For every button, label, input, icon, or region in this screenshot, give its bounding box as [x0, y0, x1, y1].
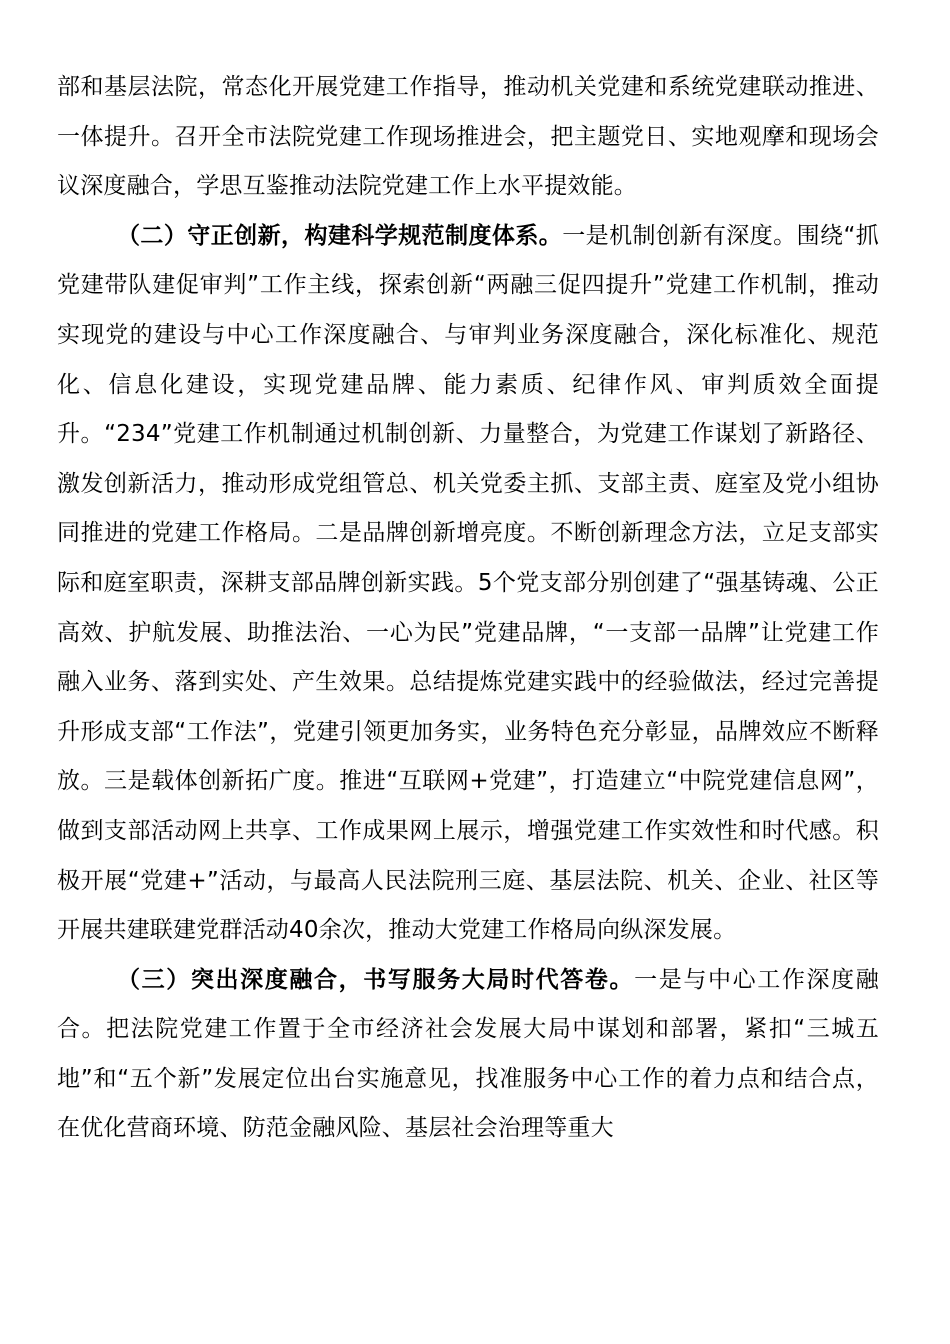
paragraph-continuation: [57, 63, 879, 212]
paragraph-section-2: [57, 212, 879, 956]
paragraph-text: 一是与中心工作深度融合。把法院党建工作置于全市经济社会发展大局中谋划和部署，紧扣“三城五地”和“五个新”发展定位出台实施意见，找准服务中心工作的着力点和结合点，在优化营商环境、防范金融风险、基层社会治理等重大: [57, 966, 880, 1142]
paragraph-section-3: [57, 956, 879, 1154]
paragraph-text: 部和基层法院，常态化开展党建工作指导，推动机关党建和系统党建联动推进、一体提升。召开全市法院党建工作现场推进会，把主题党日、实地观摩和现场会议深度融合，学思互鉴推动法院党建工作上水平提效能。: [57, 74, 879, 200]
paragraph-text: 一是机制创新有深度。围绕“抓党建带队建促审判”工作主线，探索创新“两融三促四提升”党建工作机制，推动实现党的建设与中心工作深度融合、与审判业务深度融合，深化标准化、规范化、信息化建设，实现党建品牌、能力素质、纪律作风、审判质效全面提升。“234”党建工作机制通过机制创新、力量整合，为党建工作谋划了新路径、激发创新活力，推动形成党组管总、机关党委主抓、支部主责、庭室及党小组协同推进的党建工作格局。二是品牌创新增亮度。不断创新理念方法，立足支部实际和庭室职责，深耕支部品牌创新实践。5个党支部分别创建了“强基铸魂、公正高效、护航发展、助推法治、一心为民”党建品牌，“一支部一品牌”让党建工作融入业务、落到实处、产生效果。总结提炼党建实践中的经验做法，经过完善提升形成支部“工作法”，党建引领更加务实，业务特色充分彰显，品牌效应不断释放。三是载体创新拓广度。推进“互联网+党建”，打造建立“中院党建信息网”，做到支部活动网上共享、工作成果网上展示，增强党建工作实效性和时代感。积极开展“党建+”活动，与最高人民法院刑三庭、基层法院、机关、企业、社区等开展共建联建党群活动40余次，推动大党建工作格局向纵深发展。: [57, 222, 879, 944]
document-page: [57, 63, 879, 1154]
section-heading: （三）突出深度融合，书写服务大局时代答卷。: [117, 966, 635, 993]
section-heading: （二）守正创新，构建科学规范制度体系。: [117, 222, 563, 249]
